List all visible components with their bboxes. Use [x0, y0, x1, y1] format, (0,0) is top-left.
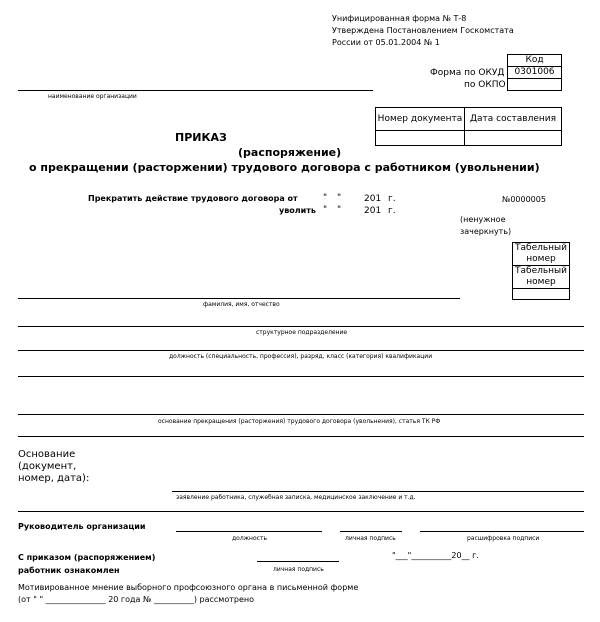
okpo-label: по ОКПО — [464, 80, 506, 90]
fio-line[interactable] — [18, 298, 460, 299]
acquainted-signature-line[interactable] — [257, 561, 339, 562]
department-line[interactable] — [18, 326, 584, 327]
year-1: 201 — [364, 194, 382, 204]
head-signature-caption: личная подпись — [345, 535, 396, 542]
fio-caption: фамилия, имя, отчество — [203, 301, 280, 308]
doc-number-header: Номер документа — [375, 107, 465, 131]
tab-number-header-2: Табельный номер — [512, 265, 570, 289]
basis-line[interactable] — [172, 491, 584, 492]
quote-close-1: " — [337, 193, 342, 203]
organization-caption: наименование организации — [48, 93, 137, 100]
head-position-line[interactable] — [176, 531, 322, 532]
organization-line[interactable] — [18, 90, 373, 91]
form-name: Унифицированная форма № Т-8 — [332, 14, 467, 23]
basis-line-2[interactable] — [18, 511, 584, 512]
tab-number-value[interactable] — [512, 288, 570, 300]
kod-header: Код — [507, 54, 562, 67]
grounds-line-2[interactable] — [18, 436, 584, 437]
head-decoding-caption: расшифровка подписи — [467, 535, 540, 542]
position-caption: должность (специальность, профессия), разряд, класс (категория) квалификации — [169, 353, 433, 360]
terminate-label: Прекратить действие трудового договора от — [88, 194, 298, 203]
year-suffix-1: г. — [388, 194, 396, 204]
okud-value[interactable]: 0301006 — [507, 66, 562, 79]
tab-number-header-1: Табельный номер — [512, 242, 570, 266]
head-signature-line[interactable] — [340, 531, 402, 532]
basis-label: Основание (документ, номер, дата): — [18, 449, 90, 484]
head-label: Руководитель организации — [18, 522, 146, 531]
acquainted-signature-caption: личная подпись — [273, 566, 324, 573]
order-subtitle: (распоряжение) — [238, 146, 342, 159]
basis-caption: заявление работника, служебная записка, медицинское заключение и т.д. — [176, 494, 416, 501]
acquainted-label-1: С приказом (распоряжением) — [18, 553, 156, 562]
acquainted-date[interactable]: "___"__________20__ г. — [392, 551, 479, 560]
approved-text: Утверждена Постановлением Госкомстата — [332, 26, 514, 35]
order-number: №0000005 — [502, 195, 546, 204]
head-position-caption: должность — [232, 535, 267, 542]
position-line[interactable] — [18, 350, 584, 351]
department-caption: структурное подразделение — [256, 329, 348, 336]
doc-number-value[interactable] — [375, 130, 465, 146]
okud-label: Форма по ОКУД — [430, 68, 505, 78]
year-suffix-2: г. — [388, 206, 396, 216]
quote-close-2: " — [337, 205, 342, 215]
order-title: ПРИКАЗ — [175, 131, 227, 144]
union-line-1: Мотивированное мнение выборного профсоюзного органа в письменной форме — [18, 583, 359, 592]
quote-open-2: " — [323, 205, 328, 215]
head-decoding-line[interactable] — [420, 531, 584, 532]
approval-date: России от 05.01.2004 № 1 — [332, 38, 440, 47]
year-2: 201 — [364, 206, 382, 216]
quote-open-1: " — [323, 193, 328, 203]
doc-date-header: Дата составления — [464, 107, 562, 131]
doc-date-value[interactable] — [464, 130, 562, 146]
grounds-line[interactable] — [18, 414, 584, 415]
grounds-caption: основание прекращения (расторжения) трудового договора (увольнения), статья ТК РФ — [158, 418, 441, 425]
cross-out-note: (ненужное зачеркнуть) — [460, 215, 512, 236]
okpo-value[interactable] — [507, 78, 562, 91]
dismiss-label: уволить — [279, 206, 316, 215]
acquainted-label-2: работник ознакомлен — [18, 566, 120, 575]
position-line-2[interactable] — [18, 376, 584, 377]
order-subject: о прекращении (расторжении) трудового договора с работником (увольнении) — [29, 161, 540, 174]
union-line-2: (от " " _______________ 20 года № __________) рассмотрено — [18, 595, 255, 604]
